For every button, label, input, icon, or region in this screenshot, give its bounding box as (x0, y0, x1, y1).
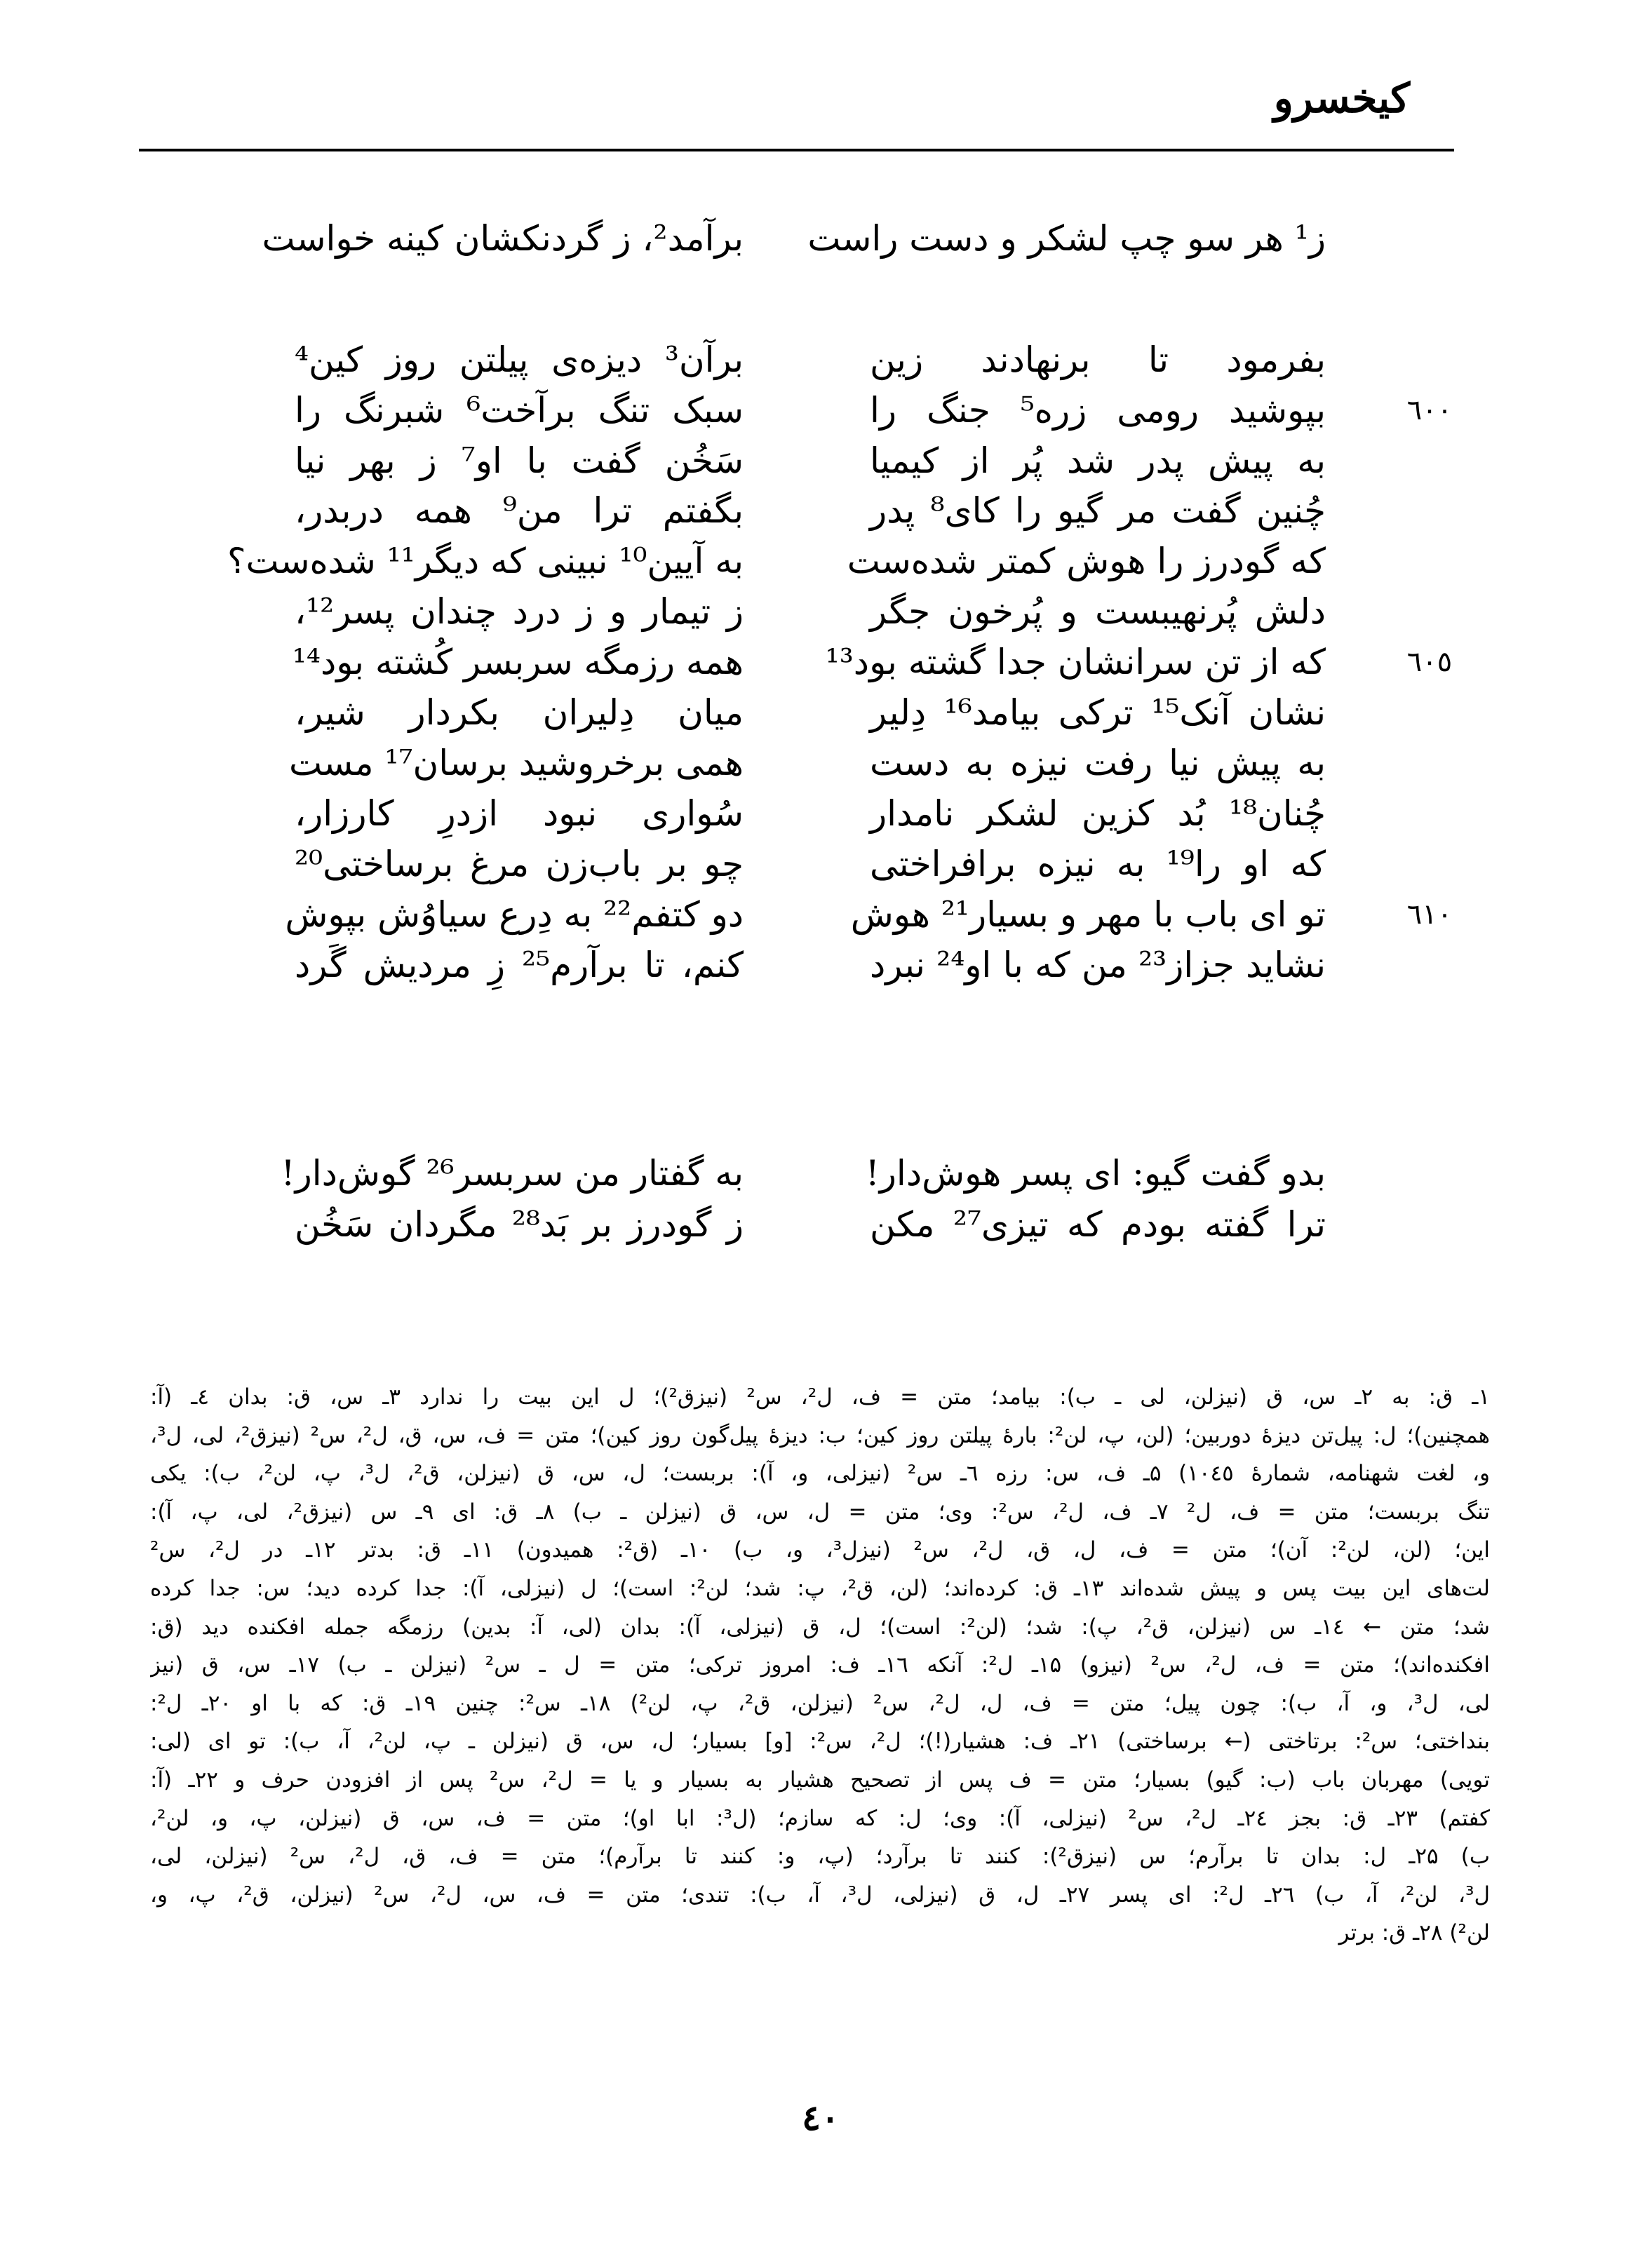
footnote-line: ل³، لن²، آ، ب) ۲٦ـ ل²: ای پسر ۲۷ـ ل، ق (نیزلی، ل³، آ، ب): تندی؛ متن = ف، س، ل²، س² (نیزلن، ق²، پ، و، (150, 1882, 1490, 1908)
verse-number: ٦٠٠ (1406, 394, 1453, 426)
verse-hemistich-left: دو کتفم²² به دِرع سیاوُش بپوش (285, 894, 744, 935)
verse-hemistich-left: سَخُن گفت با او⁷ ز بهر نیا (295, 440, 744, 481)
verse-row (0, 586, 1640, 637)
verse-row (0, 788, 1640, 839)
verse-hemistich-left: کنم، تا برآرم²⁵ زِ مردیش گَرد (295, 945, 744, 985)
verse-hemistich-right: که گودرز را هوش کمتر شده‌ست (847, 541, 1326, 581)
verse-row (0, 940, 1640, 990)
verse-hemistich-right: نشاید جزاز²³ من که با او²⁴ نبرد (870, 945, 1326, 985)
verse-hemistich-left: برآمد²، ز گردنکشان کینه خواست (262, 218, 744, 259)
footnote-line: تنگ بربست؛ متن = ف، ل² ۷ـ ف، ل²، س²: وی؛ متن = ل، س، ق (نیزلن ـ ب) ۸ـ ق: ای ۹ـ س (نیزق²، لی، پ، آ): (150, 1499, 1490, 1525)
page-number: ٤٠ (802, 2097, 840, 2138)
verse-hemistich-left: بگفتم ترا من⁹ همه دربدر، (295, 490, 744, 531)
verse-hemistich-left: به گفتار من سربسر²⁶ گوش‌دار! (281, 1153, 744, 1194)
footnote-line: ۱ـ ق: به ۲ـ س، ق (نیزلن، لی ـ ب): بیامد؛ متن = ف، ل²، س² (نیزق²)؛ ل این بیت را ندارد ۳ـ س، ق: بدان ٤ـ (آ: (150, 1384, 1490, 1410)
header-rule (139, 149, 1454, 151)
footnote-line: لی، ل³، و، آ، ب): چون پیل؛ متن = ف، ل، ل²، س² (نیزلن، ق²، پ، لن²) ۱۸ـ س²: چنین ۱۹ـ ق: که با او ۲۰ـ ل²: (150, 1690, 1490, 1716)
verse-row (0, 335, 1640, 385)
verse-hemistich-right: تو ای باب با مهر و بسیار²¹ هوش (850, 894, 1326, 935)
verse-hemistich-left: ز تیمار و ز درد چندان پسر¹²، (295, 591, 744, 632)
verse-hemistich-left: سبک تنگ برآخت⁶ شبرنگ را (295, 390, 744, 431)
verse-row (0, 213, 1640, 264)
verse-row (0, 687, 1640, 738)
footnote-line: لت‌های این بیت پس و پیش شده‌اند ۱۳ـ ق: کرده‌اند؛ (لن، ق²، پ: شد؛ لن²: است)؛ ل (نیزلی، آ): جدا کرده دید؛ س: جدا کرده (150, 1575, 1490, 1601)
verse-hemistich-left: به آیین¹⁰ نبینی که دیگر¹¹ شده‌ست؟ (227, 541, 744, 581)
verse-number: ٦١٠ (1406, 898, 1453, 931)
verse-hemistich-right: بپوشید رومی زره⁵ جنگ را (870, 390, 1326, 431)
verse-row (0, 637, 1640, 687)
verse-hemistich-right: دلش پُرنهیبست و پُرخون جگر (870, 591, 1326, 632)
footnote-line: شد؛ متن ← ١٤ـ س (نیزلن، ق²، پ): شد؛ (لن²: است)؛ ل، ق (نیزلی، آ): بدان (لی، آ: بدین) رزمگه جمله افکنده دید (ق: (150, 1614, 1490, 1640)
verse-hemistich-right: چُنین گفت مر گیو را کای⁸ پدر (870, 490, 1326, 531)
verse-row (0, 536, 1640, 586)
verse-hemistich-right: بفرمود تا برنهادند زین (870, 339, 1326, 380)
verse-row (0, 1199, 1640, 1250)
verse-hemistich-left: ز گودرز بر بَد²⁸ مگردان سَخُن (295, 1204, 744, 1245)
verse-hemistich-left: برآن³ دیزه‌ی پیلتن روز کین⁴ (295, 339, 744, 380)
verse-hemistich-left: همی برخروشید برسان¹⁷ مست (289, 743, 744, 783)
verse-hemistich-right: به پیش پدر شد پُر از کیمیا (870, 440, 1326, 481)
verse-hemistich-right: چُنان¹⁸ بُد کزین لشکر نامدار (870, 793, 1326, 834)
verse-row (0, 889, 1640, 940)
footnote-line: این؛ (لن، لن²: آن)؛ متن = ف، ل، ق، ل²، س² (نیزل³، و، ب) ۱۰ـ (ق²: همیدون) ۱۱ـ ق: بدتر ۱۲ـ در ل²، س² (150, 1537, 1490, 1563)
verse-hemistich-right: ز¹ هر سو چپ لشکر و دست راست (807, 218, 1326, 259)
verse-row (0, 738, 1640, 788)
footnote-line: افکنده‌اند)؛ متن = ف، ل²، س² (نیزو) ۱۵ـ ل²: آنکه ١٦ـ ف: امروز ترکی؛ متن = ل ـ س² (نیزلن ـ ب) ۱۷ـ س، ق (نیز (150, 1652, 1490, 1678)
footnote-line: لن²) ۲۸ـ ق: برتر (1338, 1920, 1490, 1946)
verse-hemistich-left: همه رزمگه سربسر کُشته بود¹⁴ (292, 642, 744, 682)
verse-hemistich-left: سُواری نبود ازدرِ کارزار، (295, 793, 744, 834)
verse-hemistich-right: به پیش نیا رفت نیزه به دست (870, 743, 1326, 783)
verse-row (0, 1148, 1640, 1199)
footnotes-block (150, 1378, 1490, 1952)
verse-row (0, 485, 1640, 536)
footnote-line: و، لغت شهنامه، شمارهٔ ١٠٤٥) ۵ـ ف، س: رزه ٦ـ س² (نیزلی، و، آ): بربست؛ ل، س، ق (نیزلن، ق²، ل³، پ، لن²، ب): یکی (150, 1461, 1490, 1487)
footnote-line: بنداختی؛ س²: برتاختی (← برساختی) ۲۱ـ ف: هشیار(!)؛ ل²، س²: [و] بسیار؛ ل، س، ق (نیزلن ـ پ، لن²، آ، ب): تو ای (لی: (150, 1729, 1490, 1755)
footnote-line: تویی) مهربان باب (ب: گیو) بسیار؛ متن = ف پس از تصحیح هشیار به بسیار و یا = ل²، س² پس از افزودن حرف و ۲۲ـ (آ: (150, 1767, 1490, 1793)
footnote-line: ب) ۲۵ـ ل: بدان تا برآرم؛ س (نیزق²): کنند تا برآرد؛ (پ، و: کنند تا برآرم)؛ متن = ف، ق، ل²، س² (نیزلن، لی، (150, 1844, 1490, 1870)
running-title: کیخسرو (1273, 74, 1410, 122)
verse-row (0, 436, 1640, 486)
footnote-line: کفتم) ۲۳ـ ق: بجز ٢٤ـ ل²، س² (نیزلی، آ): وی؛ ل: که سازم؛ (ل³: ابا او)؛ متن = ف، س، ق (نیزلن، پ، و، لن²، (150, 1805, 1490, 1831)
footnote-line: همچنین)؛ ل: پیل‌تن دیزهٔ دوربین؛ (لن، پ، لن²: بارهٔ پیلتن روز کین؛ ب: دیزهٔ پیل‌گون روز کین)؛ متن = ف، س، ق، ل²، س² (نیزق²، لی، ل³، (150, 1422, 1490, 1448)
verse-row (0, 385, 1640, 436)
verse-hemistich-right: نشان آنک¹⁵ ترکی بیامد¹⁶ دِلیر (870, 692, 1326, 733)
verse-row (0, 839, 1640, 889)
verse-hemistich-left: چو بر باب‌زن مرغ برساختی²⁰ (295, 844, 744, 884)
verse-hemistich-left: میان دِلیران بکردار شیر، (295, 692, 744, 733)
verse-hemistich-right: بدو گفت گیو: ای پسر هوش‌دار! (865, 1153, 1326, 1194)
verse-hemistich-right: که از تن سرانشان جدا گشته بود¹³ (825, 642, 1326, 682)
verse-hemistich-right: ترا گفته بودم که تیزی²⁷ مکن (870, 1204, 1326, 1245)
verse-number: ٦٠٥ (1406, 646, 1453, 678)
verse-hemistich-right: که او را¹⁹ به نیزه برافراختی (870, 844, 1326, 884)
